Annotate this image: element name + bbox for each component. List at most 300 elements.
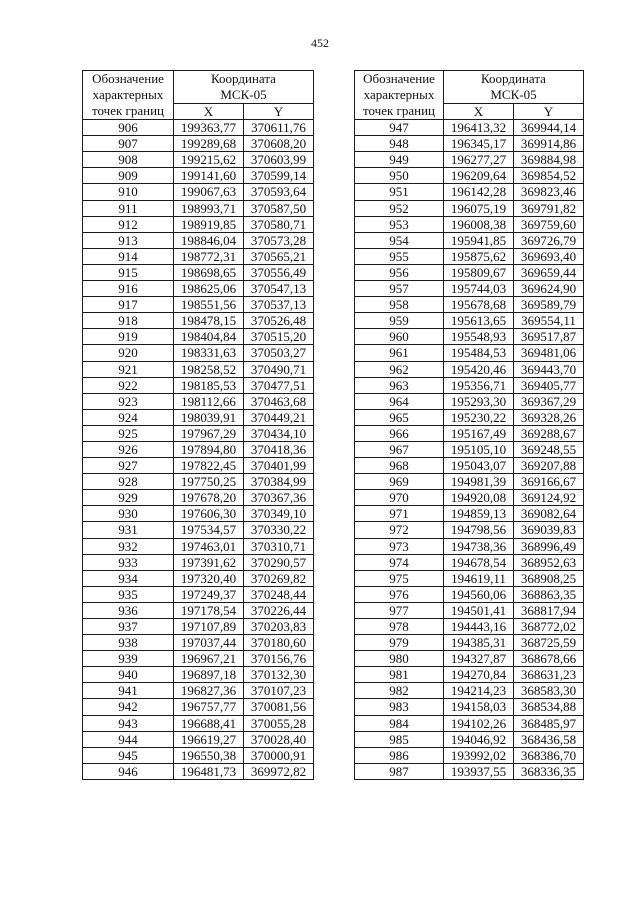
y-header: Y (514, 104, 584, 120)
x-value-cell: 197678,20 (174, 490, 244, 506)
point-number-cell: 957 (355, 281, 444, 297)
y-value-cell: 369166,67 (514, 474, 584, 490)
x-value-cell: 197178,54 (174, 602, 244, 618)
table-row (83, 586, 314, 602)
x-value-cell: 193937,55 (444, 763, 514, 779)
y-value-cell: 369624,90 (514, 281, 584, 297)
table-row (83, 184, 314, 200)
x-value-cell: 195484,53 (444, 345, 514, 361)
x-value-cell: 194385,31 (444, 635, 514, 651)
point-label-header (83, 71, 174, 120)
point-number-cell: 945 (83, 747, 174, 763)
x-value-cell: 194443,16 (444, 619, 514, 635)
table-row (355, 570, 584, 586)
point-number-cell: 915 (83, 264, 174, 280)
y-value-cell: 370226,44 (244, 602, 314, 618)
y-value-cell: 369944,14 (514, 120, 584, 136)
y-value-cell: 370434,10 (244, 425, 314, 441)
table-row (355, 474, 584, 490)
x-value-cell: 199363,77 (174, 120, 244, 136)
point-number-cell: 970 (355, 490, 444, 506)
table-row (355, 393, 584, 409)
point-number-cell: 986 (355, 747, 444, 763)
x-value-cell: 197391,62 (174, 554, 244, 570)
table-row (83, 136, 314, 152)
table-row (355, 329, 584, 345)
table-row (355, 377, 584, 393)
point-number-cell: 928 (83, 474, 174, 490)
x-value-cell: 196142,28 (444, 184, 514, 200)
x-value-cell: 195167,49 (444, 425, 514, 441)
y-value-cell: 370526,48 (244, 313, 314, 329)
y-value-cell: 369659,44 (514, 264, 584, 280)
x-value-cell: 195809,67 (444, 264, 514, 280)
x-value-cell: 194158,03 (444, 699, 514, 715)
x-value-cell: 198551,56 (174, 297, 244, 313)
x-value-cell: 197320,40 (174, 570, 244, 586)
table-row (83, 715, 314, 731)
table-row (355, 345, 584, 361)
point-number-cell: 982 (355, 683, 444, 699)
table-row (355, 313, 584, 329)
table-row (355, 458, 584, 474)
point-number-cell: 936 (83, 602, 174, 618)
point-label-header (355, 71, 444, 120)
x-value-cell: 197107,89 (174, 619, 244, 635)
point-number-cell: 950 (355, 168, 444, 184)
point-number-cell: 929 (83, 490, 174, 506)
y-value-cell: 368631,23 (514, 667, 584, 683)
point-number-cell: 953 (355, 216, 444, 232)
table-row (355, 281, 584, 297)
x-value-cell: 198625,06 (174, 281, 244, 297)
y-value-cell: 370401,99 (244, 458, 314, 474)
y-value-cell: 370556,49 (244, 264, 314, 280)
x-value-cell: 196688,41 (174, 715, 244, 731)
table-row (355, 136, 584, 152)
y-value-cell: 370449,21 (244, 409, 314, 425)
x-value-cell: 194327,87 (444, 651, 514, 667)
y-value-cell: 370477,51 (244, 377, 314, 393)
table-row (355, 168, 584, 184)
x-value-cell: 199067,63 (174, 184, 244, 200)
table-row (83, 570, 314, 586)
point-number-cell: 958 (355, 297, 444, 313)
point-number-cell: 949 (355, 152, 444, 168)
table-row (355, 538, 584, 554)
point-number-cell: 968 (355, 458, 444, 474)
header-label-line2: характерных (363, 87, 435, 103)
x-value-cell: 196277,27 (444, 152, 514, 168)
x-value-cell: 196413,32 (444, 120, 514, 136)
point-number-cell: 984 (355, 715, 444, 731)
y-value-cell: 369207,88 (514, 458, 584, 474)
point-number-cell: 920 (83, 345, 174, 361)
header-coord-line2: МСК-05 (490, 87, 537, 102)
point-number-cell: 917 (83, 297, 174, 313)
x-value-cell: 199215,62 (174, 152, 244, 168)
point-number-cell: 912 (83, 216, 174, 232)
coordinate-header (174, 71, 314, 104)
table-row (355, 425, 584, 441)
point-number-cell: 980 (355, 651, 444, 667)
table-row (355, 184, 584, 200)
header-label-line1: Обозначение (363, 71, 435, 87)
y-value-cell: 368725,59 (514, 635, 584, 651)
table-row (83, 763, 314, 779)
point-number-cell: 925 (83, 425, 174, 441)
point-number-cell: 937 (83, 619, 174, 635)
table-row (83, 152, 314, 168)
point-number-cell: 923 (83, 393, 174, 409)
x-value-cell: 194981,39 (444, 474, 514, 490)
x-value-cell: 196209,64 (444, 168, 514, 184)
y-value-cell: 369405,77 (514, 377, 584, 393)
y-value-cell: 369914,86 (514, 136, 584, 152)
x-value-cell: 195941,85 (444, 232, 514, 248)
x-value-cell: 197967,29 (174, 425, 244, 441)
y-value-cell: 370565,21 (244, 248, 314, 264)
table-row (355, 522, 584, 538)
table-row (83, 490, 314, 506)
table-row (83, 232, 314, 248)
y-value-cell: 368817,94 (514, 602, 584, 618)
y-value-cell: 370515,20 (244, 329, 314, 345)
point-number-cell: 932 (83, 538, 174, 554)
y-value-cell: 369554,11 (514, 313, 584, 329)
table-row (83, 731, 314, 747)
table-row (83, 458, 314, 474)
y-value-cell: 369481,06 (514, 345, 584, 361)
y-value-cell: 369759,60 (514, 216, 584, 232)
y-value-cell: 369972,82 (244, 763, 314, 779)
table-row (355, 361, 584, 377)
y-value-cell: 370107,23 (244, 683, 314, 699)
y-value-cell: 368863,35 (514, 586, 584, 602)
point-number-cell: 961 (355, 345, 444, 361)
x-value-cell: 194214,23 (444, 683, 514, 699)
point-number-cell: 939 (83, 651, 174, 667)
right-table-body (355, 120, 584, 780)
y-value-cell: 370603,99 (244, 152, 314, 168)
x-value-cell: 194738,36 (444, 538, 514, 554)
table-row (355, 232, 584, 248)
point-number-cell: 935 (83, 586, 174, 602)
point-number-cell: 965 (355, 409, 444, 425)
table-row (83, 602, 314, 618)
point-number-cell: 933 (83, 554, 174, 570)
y-value-cell: 370310,71 (244, 538, 314, 554)
table-row (83, 506, 314, 522)
table-row (83, 264, 314, 280)
table-row (83, 120, 314, 136)
y-value-cell: 370132,30 (244, 667, 314, 683)
table-row (355, 409, 584, 425)
x-value-cell: 197037,44 (174, 635, 244, 651)
y-value-cell: 369288,67 (514, 425, 584, 441)
y-value-cell: 370349,10 (244, 506, 314, 522)
point-number-cell: 944 (83, 731, 174, 747)
x-value-cell: 197534,57 (174, 522, 244, 538)
y-value-cell: 368386,70 (514, 747, 584, 763)
y-value-cell: 370547,13 (244, 281, 314, 297)
coordinate-header (444, 71, 584, 104)
point-number-cell: 967 (355, 441, 444, 457)
point-number-cell: 927 (83, 458, 174, 474)
point-number-cell: 978 (355, 619, 444, 635)
y-value-cell: 370503,27 (244, 345, 314, 361)
y-value-cell: 368583,30 (514, 683, 584, 699)
point-number-cell: 976 (355, 586, 444, 602)
page-number: 452 (311, 36, 329, 50)
table-row (355, 699, 584, 715)
table-row (83, 216, 314, 232)
point-number-cell: 959 (355, 313, 444, 329)
header-coord-line1: Координата (211, 71, 276, 86)
table-row (83, 619, 314, 635)
x-value-cell: 196619,27 (174, 731, 244, 747)
y-value-cell: 370580,71 (244, 216, 314, 232)
y-value-cell: 369517,87 (514, 329, 584, 345)
table-row (83, 538, 314, 554)
y-value-cell: 370248,44 (244, 586, 314, 602)
point-number-cell: 919 (83, 329, 174, 345)
point-number-cell: 952 (355, 200, 444, 216)
point-number-cell: 971 (355, 506, 444, 522)
table-row (83, 474, 314, 490)
y-value-cell: 369082,64 (514, 506, 584, 522)
point-number-cell: 943 (83, 715, 174, 731)
x-value-cell: 194859,13 (444, 506, 514, 522)
point-number-cell: 906 (83, 120, 174, 136)
coordinates-table-left (82, 70, 314, 780)
point-number-cell: 926 (83, 441, 174, 457)
point-number-cell: 974 (355, 554, 444, 570)
x-value-cell: 196827,36 (174, 683, 244, 699)
x-value-cell: 196967,21 (174, 651, 244, 667)
x-value-cell: 199289,68 (174, 136, 244, 152)
y-value-cell: 370463,68 (244, 393, 314, 409)
table-row (355, 200, 584, 216)
x-value-cell: 195043,07 (444, 458, 514, 474)
table-row (355, 506, 584, 522)
x-value-cell: 195105,10 (444, 441, 514, 457)
header-coord-line1: Координата (481, 71, 546, 86)
y-header: Y (244, 104, 314, 120)
y-value-cell: 368534,88 (514, 699, 584, 715)
table-row (355, 619, 584, 635)
table-row (83, 635, 314, 651)
y-value-cell: 370573,28 (244, 232, 314, 248)
point-number-cell: 938 (83, 635, 174, 651)
x-value-cell: 198698,65 (174, 264, 244, 280)
x-value-cell: 195356,71 (444, 377, 514, 393)
y-value-cell: 370055,28 (244, 715, 314, 731)
y-value-cell: 370418,36 (244, 441, 314, 457)
table-row (355, 248, 584, 264)
table-row (83, 651, 314, 667)
table-row (355, 683, 584, 699)
point-number-cell: 914 (83, 248, 174, 264)
point-number-cell: 942 (83, 699, 174, 715)
point-number-cell: 973 (355, 538, 444, 554)
y-value-cell: 369367,29 (514, 393, 584, 409)
point-number-cell: 911 (83, 200, 174, 216)
point-number-cell: 969 (355, 474, 444, 490)
y-value-cell: 369693,40 (514, 248, 584, 264)
table-row (83, 200, 314, 216)
x-value-cell: 198331,63 (174, 345, 244, 361)
x-header: X (174, 104, 244, 120)
x-value-cell: 198993,71 (174, 200, 244, 216)
table-row (83, 699, 314, 715)
point-number-cell: 931 (83, 522, 174, 538)
y-value-cell: 370587,50 (244, 200, 314, 216)
point-number-cell: 922 (83, 377, 174, 393)
table-row (355, 120, 584, 136)
x-value-cell: 198039,91 (174, 409, 244, 425)
x-value-cell: 196757,77 (174, 699, 244, 715)
table-row (83, 747, 314, 763)
y-value-cell: 370367,36 (244, 490, 314, 506)
table-row (355, 554, 584, 570)
x-header: X (444, 104, 514, 120)
x-value-cell: 197606,30 (174, 506, 244, 522)
y-value-cell: 370537,13 (244, 297, 314, 313)
point-number-cell: 918 (83, 313, 174, 329)
x-value-cell: 195293,30 (444, 393, 514, 409)
x-value-cell: 198919,85 (174, 216, 244, 232)
point-number-cell: 983 (355, 699, 444, 715)
point-number-cell: 908 (83, 152, 174, 168)
x-value-cell: 194046,92 (444, 731, 514, 747)
x-value-cell: 197822,45 (174, 458, 244, 474)
point-number-cell: 921 (83, 361, 174, 377)
x-value-cell: 195548,93 (444, 329, 514, 345)
y-value-cell: 368772,02 (514, 619, 584, 635)
point-number-cell: 972 (355, 522, 444, 538)
y-value-cell: 370599,14 (244, 168, 314, 184)
point-number-cell: 946 (83, 763, 174, 779)
x-value-cell: 195875,62 (444, 248, 514, 264)
y-value-cell: 369124,92 (514, 490, 584, 506)
y-value-cell: 370000,91 (244, 747, 314, 763)
y-value-cell: 369443,70 (514, 361, 584, 377)
x-value-cell: 198112,66 (174, 393, 244, 409)
y-value-cell: 369791,82 (514, 200, 584, 216)
point-number-cell: 947 (355, 120, 444, 136)
x-value-cell: 194678,54 (444, 554, 514, 570)
x-value-cell: 194920,08 (444, 490, 514, 506)
x-value-cell: 197750,25 (174, 474, 244, 490)
x-value-cell: 194798,56 (444, 522, 514, 538)
y-value-cell: 370608,20 (244, 136, 314, 152)
table-row (355, 152, 584, 168)
header-label-line1: Обозначение (92, 71, 164, 87)
point-number-cell: 966 (355, 425, 444, 441)
table-row (355, 747, 584, 763)
y-value-cell: 368952,63 (514, 554, 584, 570)
table-row (83, 425, 314, 441)
x-value-cell: 197894,80 (174, 441, 244, 457)
y-value-cell: 370611,76 (244, 120, 314, 136)
point-number-cell: 954 (355, 232, 444, 248)
header-label-line3: точек границ (91, 103, 165, 119)
table-row (83, 281, 314, 297)
point-number-cell: 987 (355, 763, 444, 779)
table-row (355, 651, 584, 667)
x-value-cell: 194501,41 (444, 602, 514, 618)
point-number-cell: 985 (355, 731, 444, 747)
point-number-cell: 975 (355, 570, 444, 586)
point-number-cell: 948 (355, 136, 444, 152)
point-number-cell: 924 (83, 409, 174, 425)
y-value-cell: 370490,71 (244, 361, 314, 377)
header-label-line3: точек границ (362, 103, 436, 119)
point-number-cell: 960 (355, 329, 444, 345)
x-value-cell: 198258,52 (174, 361, 244, 377)
y-value-cell: 370290,57 (244, 554, 314, 570)
point-number-cell: 909 (83, 168, 174, 184)
x-value-cell: 196550,38 (174, 747, 244, 763)
point-number-cell: 913 (83, 232, 174, 248)
y-value-cell: 370081,56 (244, 699, 314, 715)
x-value-cell: 195613,65 (444, 313, 514, 329)
y-value-cell: 369039,83 (514, 522, 584, 538)
x-value-cell: 197463,01 (174, 538, 244, 554)
y-value-cell: 370593,64 (244, 184, 314, 200)
y-value-cell: 368336,35 (514, 763, 584, 779)
table-row (83, 168, 314, 184)
table-row (83, 554, 314, 570)
y-value-cell: 369823,46 (514, 184, 584, 200)
point-number-cell: 962 (355, 361, 444, 377)
y-value-cell: 370269,82 (244, 570, 314, 586)
point-number-cell: 956 (355, 264, 444, 280)
x-value-cell: 196008,38 (444, 216, 514, 232)
x-value-cell: 198185,53 (174, 377, 244, 393)
y-value-cell: 369726,79 (514, 232, 584, 248)
x-value-cell: 193992,02 (444, 747, 514, 763)
table-row (83, 441, 314, 457)
table-row (83, 377, 314, 393)
table-row (83, 313, 314, 329)
x-value-cell: 196897,18 (174, 667, 244, 683)
table-row (355, 731, 584, 747)
table-row (355, 602, 584, 618)
point-number-cell: 963 (355, 377, 444, 393)
y-value-cell: 368908,25 (514, 570, 584, 586)
table-row (83, 297, 314, 313)
header-label-line2: характерных (92, 87, 164, 103)
y-value-cell: 369884,98 (514, 152, 584, 168)
y-value-cell: 368996,49 (514, 538, 584, 554)
table-row (83, 345, 314, 361)
x-value-cell: 194619,11 (444, 570, 514, 586)
table-row (83, 393, 314, 409)
table-row (355, 216, 584, 232)
point-number-cell: 910 (83, 184, 174, 200)
y-value-cell: 370384,99 (244, 474, 314, 490)
y-value-cell: 370028,40 (244, 731, 314, 747)
x-value-cell: 196481,73 (174, 763, 244, 779)
table-row (355, 297, 584, 313)
table-row (83, 329, 314, 345)
point-number-cell: 930 (83, 506, 174, 522)
table-row (355, 264, 584, 280)
x-value-cell: 195678,68 (444, 297, 514, 313)
y-value-cell: 369589,79 (514, 297, 584, 313)
